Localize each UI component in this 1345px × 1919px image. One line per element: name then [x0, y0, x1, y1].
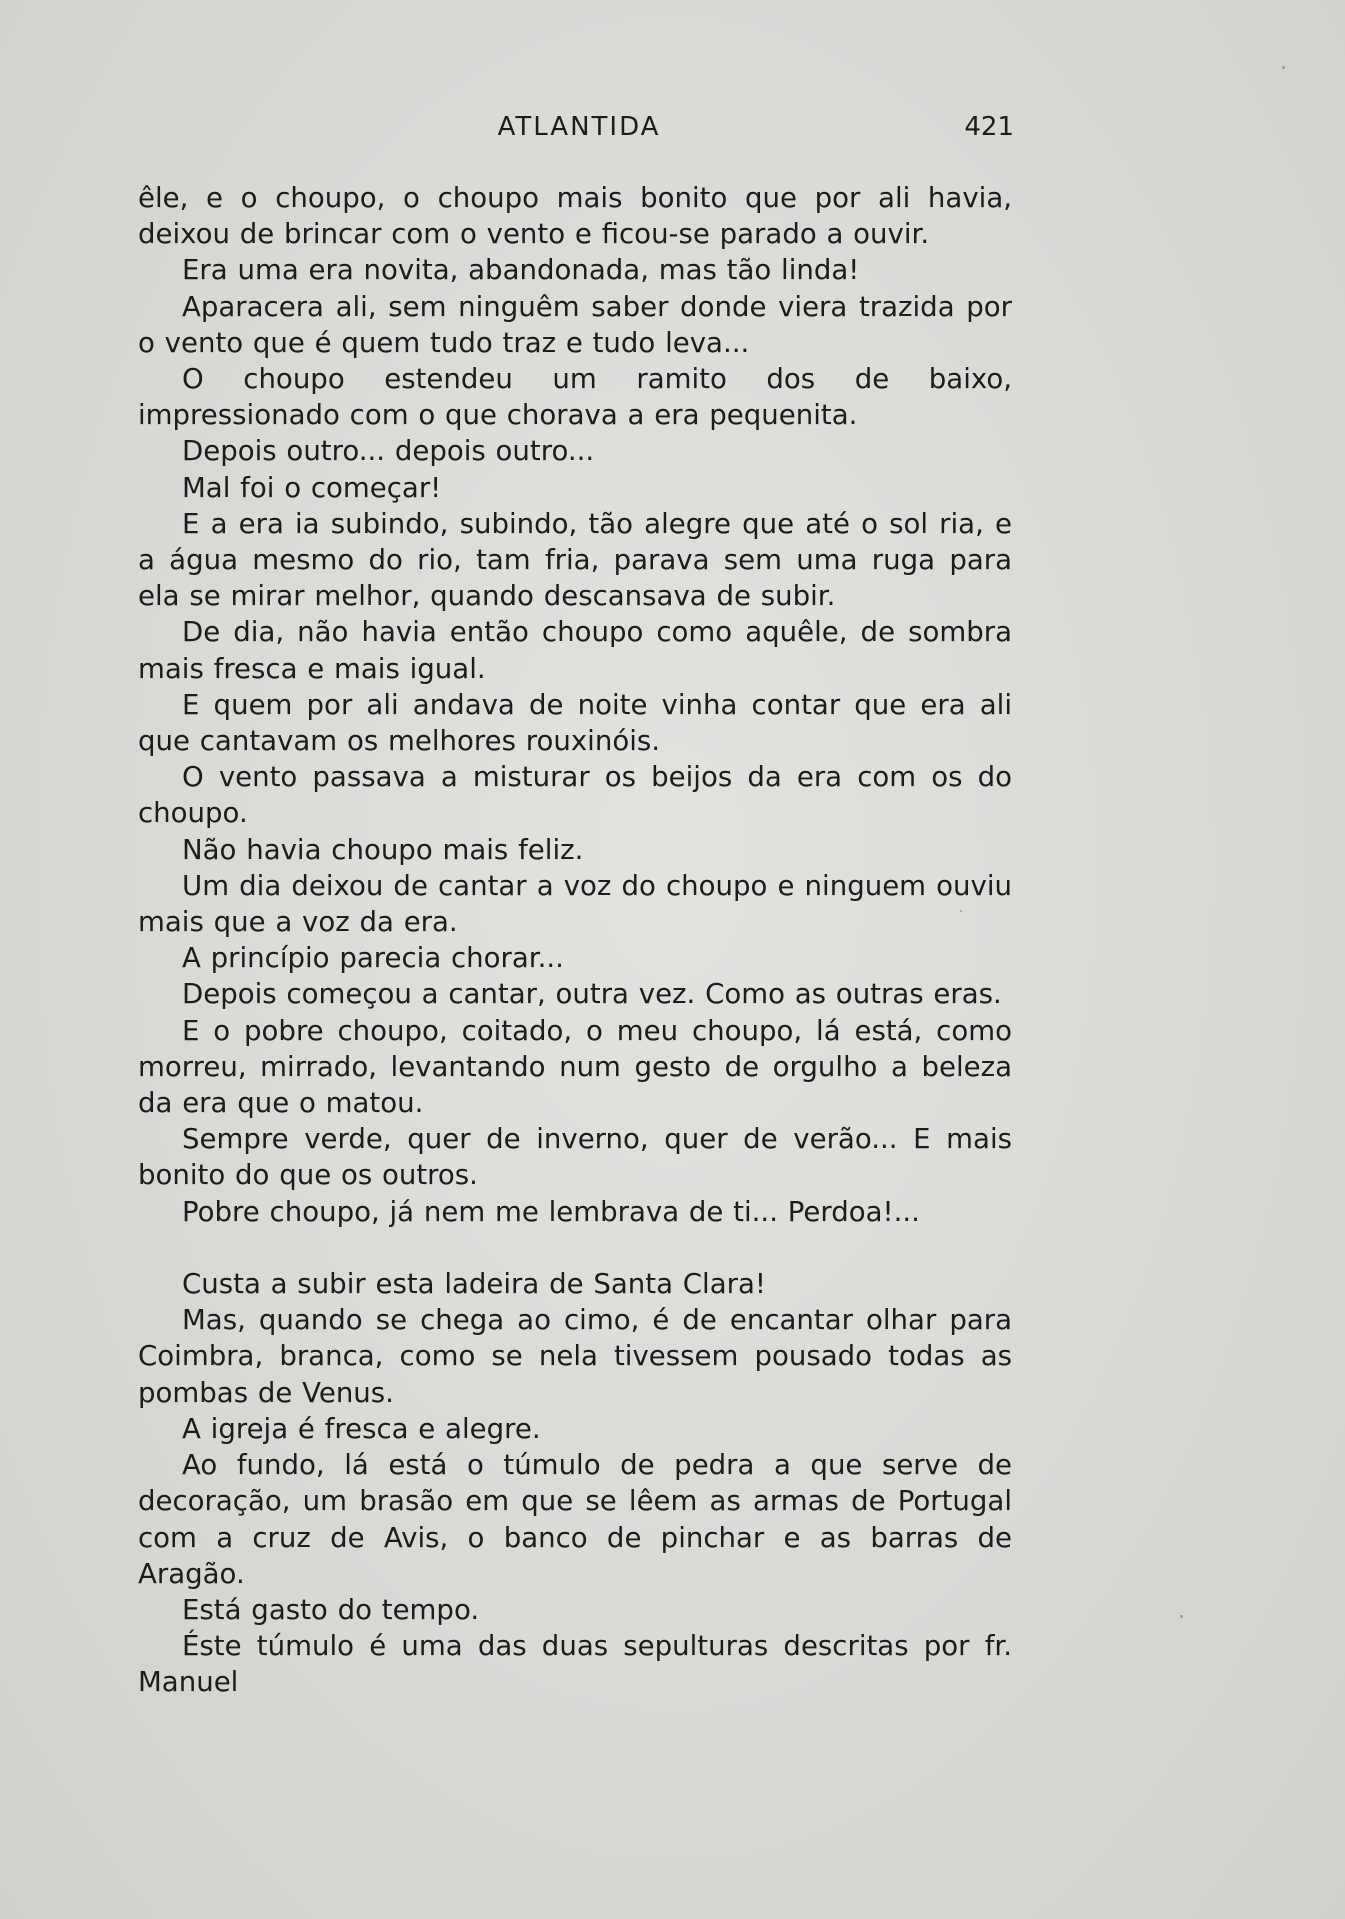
- paragraph: Custa a subir esta ladeira de Santa Clara!: [182, 1267, 766, 1301]
- paragraph: Ao fundo, lá está o túmulo de pedra a que serve de decoração, um brasão em que se lêem as armas de Portugal com a cruz de Avis, o banco de pinchar e as barras de Aragão.: [138, 1448, 1012, 1590]
- paragraph: E a era ia subindo, subindo, tão alegre que até o sol ria, e a água mesmo do rio, tam fria, parava sem uma ruga para ela se mirar melhor, quando descansava de subir.: [138, 506, 1012, 613]
- running-title: ATLANTIDA: [497, 112, 661, 142]
- paragraph: Mas, quando se chega ao cimo, é de encantar olhar para Coimbra, branca, como se nela tivessem pousado todas as pombas de Venus.: [138, 1303, 1012, 1409]
- paragraph: Está gasto do tempo.: [182, 1592, 480, 1626]
- paper-speck: [960, 910, 962, 912]
- page-number: 421: [964, 112, 1014, 142]
- paragraph: Era uma era novita, abandonada, mas tão linda!: [182, 253, 860, 287]
- paragraph: Sempre verde, quer de inverno, quer de verão... E mais bonito do que os outros.: [138, 1122, 1012, 1192]
- paper-speck: [1282, 66, 1285, 69]
- paragraph: Não havia choupo mais feliz.: [182, 832, 584, 866]
- paragraph: A igreja é fresca e alegre.: [182, 1411, 541, 1445]
- paragraph: Éste túmulo é uma das duas sepulturas descritas por fr. Manuel: [138, 1629, 1012, 1699]
- paragraph: Depois começou a cantar, outra vez. Como as outras eras.: [182, 977, 1002, 1011]
- paragraph: De dia, não havia então choupo como aquêle, de sombra mais fresca e mais igual.: [138, 615, 1012, 685]
- paragraph: E quem por ali andava de noite vinha contar que era ali que cantavam os melhores rouxinóis.: [138, 687, 1012, 758]
- paragraph: Mal foi o começar!: [182, 470, 442, 504]
- paragraph: Um dia deixou de cantar a voz do choupo e ninguem ouviu mais que a voz da era.: [138, 868, 1012, 939]
- paragraph: O choupo estendeu um ramito dos de baixo, impressionado com o que chorava a era pequenita.: [138, 362, 1012, 432]
- paper-speck: [1180, 1615, 1183, 1618]
- paragraph: O vento passava a misturar os beijos da era com os do choupo.: [138, 760, 1012, 830]
- paragraph: E o pobre choupo, coitado, o meu choupo, lá está, como morreu, mirrado, levantando num gesto de orgulho a beleza da era que o matou.: [138, 1013, 1012, 1120]
- paragraph: Aparacera ali, sem ninguêm saber donde viera trazida por o vento que é quem tudo traz e tudo leva...: [138, 289, 1012, 359]
- paragraph: Depois outro... depois outro...: [182, 434, 595, 468]
- paragraph: Pobre choupo, já nem me lembrava de ti... Perdoa!...: [182, 1194, 920, 1228]
- paragraph: êle, e o choupo, o choupo mais bonito que por ali havia, deixou de brincar com o vento e ficou-se parado a ouvir.: [138, 181, 1012, 251]
- body-text: [138, 180, 1012, 1701]
- paragraph: A princípio parecia chorar...: [182, 941, 564, 975]
- running-head: [136, 112, 1022, 156]
